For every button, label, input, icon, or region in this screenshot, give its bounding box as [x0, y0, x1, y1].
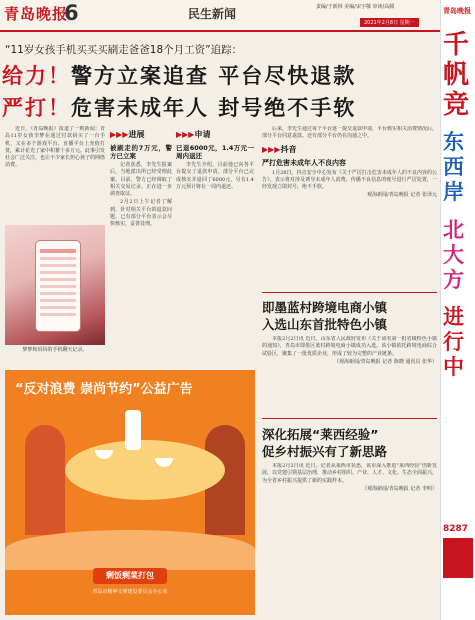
issue-date: 2021年2月8日 星期一: [360, 18, 419, 27]
lead-headline-1: [2, 60, 356, 90]
story2-byline: （观海新闻/青岛晚报 记者 陈晓 通讯员 张华）: [333, 358, 437, 365]
section-title: 民生新闻: [188, 7, 237, 21]
lead-intro: [5, 126, 105, 221]
story2-headline-2: 入选山东首批特色小镇: [262, 317, 388, 332]
lead-byline: 观海新闻/青岛晚报 记者 张译元: [367, 192, 437, 199]
dining-table-illustration: [65, 440, 225, 500]
strip-big-headline: 千帆竞: [443, 30, 470, 120]
story2-text: 本报2月2日讯 近日，山东省人民政府发布《关于命名第一批省级特色小镇的通知》，青岛市即墨区蓝村跨境电商小镇成功入选。该小镇依托跨境电商综合试验区，聚集了一批优质企业，形成了较为完整的产业链条。: [262, 336, 437, 357]
lead-headline-2: [2, 92, 356, 122]
story3-byline: （观海新闻/青岛晚报 记者 李明）: [362, 485, 437, 492]
story3-body: [262, 463, 437, 613]
strip-tail-headline: 进行中: [443, 305, 464, 379]
newspaper-logo: 青岛晚报: [4, 5, 69, 23]
divider: [262, 418, 437, 419]
strip-number: 8287: [443, 524, 469, 534]
subhead-apply: ▶▶▶申请: [176, 130, 211, 139]
phone-image: [35, 240, 81, 332]
story3-headline-2: 促乡村振兴有了新思路: [262, 444, 388, 459]
headline-2-red: 严打！: [2, 96, 71, 120]
story2-body: [262, 336, 437, 411]
col2-text: 后来，李先生通过每个平台逐一提交退款申请，平台核实相关消费情况后，部分平台同意退款。还有部分平台仍在沟通之中。: [262, 126, 437, 140]
body-1b: 2月2日上午记者了解到，针对相关平台的退款问题，已有部分平台表示会尽快核实，妥善处理。: [110, 199, 172, 228]
divider: [262, 292, 437, 293]
lead-column-1: [110, 126, 172, 366]
person-left-illustration: [25, 425, 65, 535]
intro-text: 近日，《青岛晚报》报道了一则新闻：青岛11岁女孩李梦在通过付款码买了一台手机，又在多个游戏平台、直播平台上充值打赏，累计花光了家中积蓄十多万元。此事引发社会广泛关注，也让不少家长担心孩子的网络消费。: [5, 126, 105, 169]
subhead-douyin-detail: 严打危害未成年人不良内容: [262, 158, 346, 167]
subhead-apply-detail: 已退6000元，1.4万元一周内退还: [176, 144, 254, 160]
ad-footer: 青岛市精神文明建设委员会办公室: [92, 589, 168, 595]
story3-text: 本报2月2日讯 近日，记者从莱西市获悉，该市深入推进“莱西经验”创新发展，以党建引领基层治理，推动乡村组织、产业、人才、文化、生态全面振兴，为全省乡村振兴提供了新的实践样本。: [262, 463, 437, 484]
public-service-ad: [5, 370, 255, 615]
headline-1-black: 警方立案追查 平台尽快退款: [71, 64, 357, 88]
lead-kicker: “11岁女孩手机买买买刷走爸爸18个月工资”追踪：: [5, 44, 243, 56]
subhead-douyin: ▶▶▶抖音: [262, 144, 297, 154]
ad-title: “反对浪费 崇尚节约”公益广告: [15, 382, 193, 397]
photo-caption: 梦梦和妈妈的手机聊天记录。: [22, 347, 88, 353]
lead-column-3: [262, 126, 437, 286]
bottle-illustration: [125, 410, 141, 450]
subhead-progress-detail: 被刷走的7万元，警方已立案: [110, 144, 172, 160]
chat-screenshot-photo: [5, 225, 105, 345]
page-number: 6: [64, 1, 79, 25]
story3-headline-1: 深化拓展“莱西经验”: [262, 427, 379, 442]
subhead-progress: ▶▶▶进展: [110, 130, 145, 139]
headline-2-black: 危害未成年人 封号绝不手软: [71, 96, 357, 120]
body-2: 李先生介绍，目前他已向各平台提交了退款申请，部分平台已完成核实并退回了6000元，另有1.4万元预计将在一周内退还。: [176, 162, 254, 190]
cloud-decoration: [5, 530, 255, 570]
editor-credits: 责编/于新林 美编/宋宇敬 审读/高腾: [316, 4, 395, 10]
body-1: 记者获悉，李先生报案后，当地派出所已经受理此案。目前，警方已经调取了相关交易记录，正在进一步调查取证。: [110, 162, 172, 198]
story2-headline-1: 即墨蓝村跨境电商小镇: [262, 300, 388, 315]
lead-column-2: [176, 126, 254, 366]
masthead: [0, 0, 440, 32]
strip-magenta-headline: 北大方: [443, 218, 464, 292]
strip-logo: 青岛晚报: [443, 6, 471, 15]
strip-red-block: [443, 538, 473, 578]
ad-slogan-seal: 剩饭剩菜打包: [93, 568, 167, 584]
strip-blue-headline: 东西岸: [443, 130, 464, 204]
headline-1-red: 给力！: [2, 64, 71, 88]
adjacent-page-strip: [440, 0, 475, 620]
body-3: 1月28日，抖音安全中心发布《关于严厉打击危害未成年人的不良内容的公告》，表示将对涉及诱导未成年人消费、传播不良信息的账号进行严厉处置，一经发现立即封号，绝不手软。: [262, 169, 437, 191]
